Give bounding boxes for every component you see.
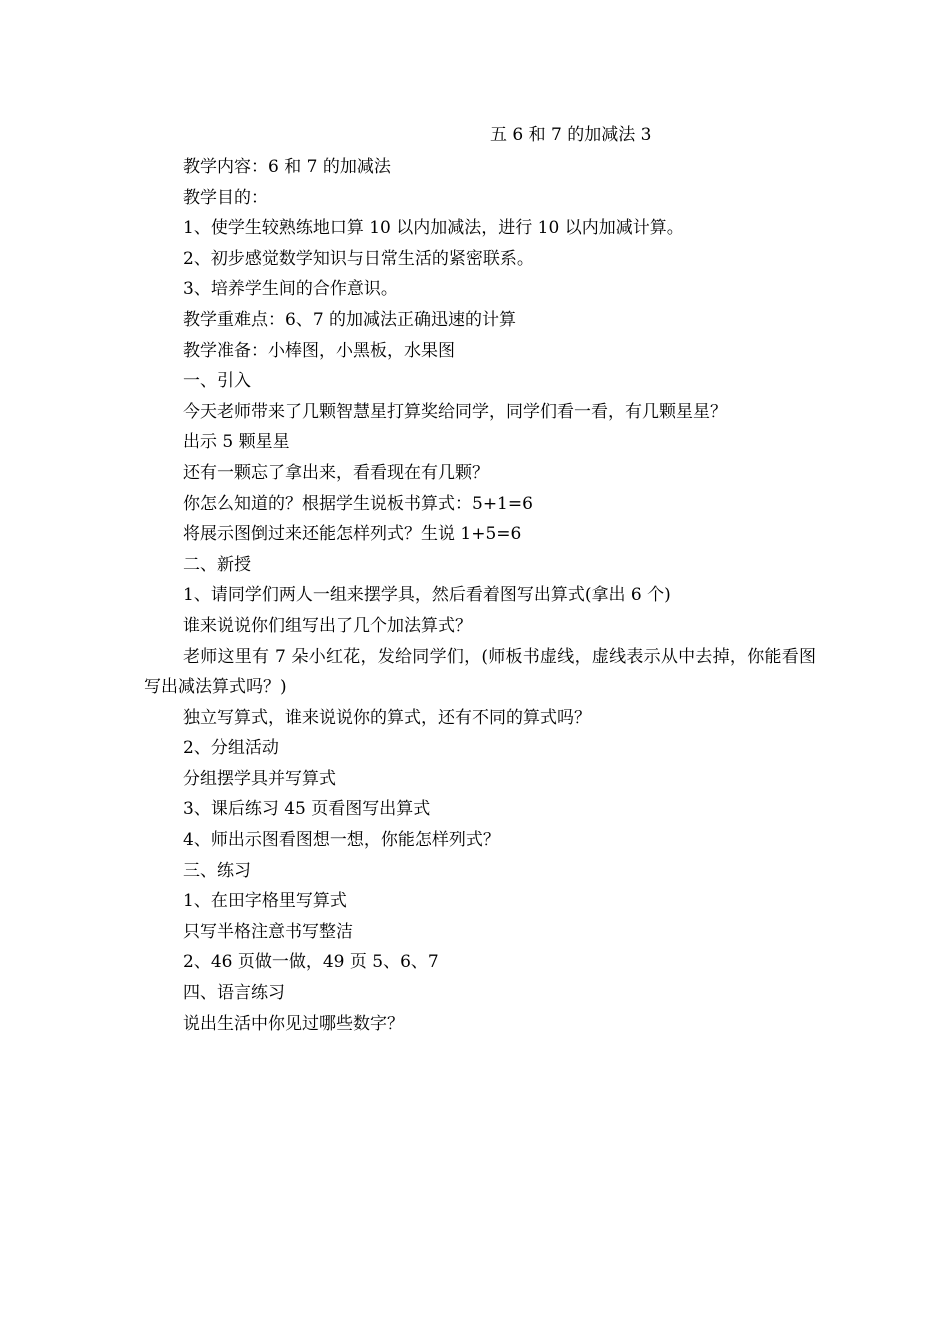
paragraph-language-1: 说出生活中你见过哪些数字？ (183, 1013, 404, 1034)
paragraph-exercise-45: 3、课后练习 45 页看图写出算式 (183, 799, 431, 820)
paragraph-intro-1: 今天老师带来了几颗智慧星打算奖给同学，同学们看一看，有几颗星星？ (183, 401, 727, 422)
paragraph-new-3: 老师这里有 7 朵小红花，发给同学们，(师板书虚线，虚线表示从中去掉，你能看图写出减法算式吗？) (144, 646, 816, 698)
paragraph-new-2: 谁来说说你们组写出了几个加法算式？ (183, 615, 472, 636)
section-heading-new-lesson: 二、新授 (183, 554, 251, 575)
paragraph-intro-3: 还有一颗忘了拿出来，看看现在有几颗？ (183, 462, 489, 483)
paragraph-intro-4: 你怎么知道的？根据学生说板书算式：5+1=6 (183, 493, 533, 514)
section-heading-language: 四、语言练习 (183, 983, 285, 1004)
paragraph-preparation: 教学准备：小棒图，小黑板，水果图 (183, 340, 455, 361)
section-heading-practice: 三、练习 (183, 860, 251, 881)
paragraph-goal-2: 2、初步感觉数学知识与日常生活的紧密联系。 (183, 248, 534, 269)
document-title: 五 6 和 7 的加减法 3 (490, 125, 652, 145)
paragraph-practice-1: 1、在田字格里写算式 (183, 891, 347, 912)
paragraph-goal-1: 1、使学生较熟练地口算 10 以内加减法，进行 10 以内加减计算。 (183, 218, 684, 239)
paragraph-intro-5: 将展示图倒过来还能怎样列式？生说 1+5=6 (183, 524, 522, 545)
paragraph-goal-3: 3、培养学生间的合作意识。 (183, 279, 398, 300)
paragraph-practice-1-detail: 只写半格注意书写整洁 (183, 921, 353, 942)
paragraph-teacher-shows: 4、师出示图看图想一想，你能怎样列式？ (183, 830, 500, 851)
paragraph-teaching-content: 教学内容：6 和 7 的加减法 (183, 157, 391, 177)
paragraph-new-4: 独立写算式，谁来说说你的算式，还有不同的算式吗？ (183, 707, 591, 728)
paragraph-practice-2: 2、46 页做一做，49 页 5、6、7 (183, 952, 439, 973)
paragraph-key-difficulty: 教学重难点：6、7 的加减法正确迅速的计算 (183, 309, 517, 330)
paragraph-new-1: 1、请同学们两人一组来摆学具，然后看着图写出算式(拿出 6 个) (183, 585, 671, 606)
paragraph-group-activity-detail: 分组摆学具并写算式 (183, 768, 336, 789)
paragraph-group-activity: 2、分组活动 (183, 738, 279, 759)
paragraph-teaching-goals-heading: 教学目的： (183, 187, 268, 208)
document-body (144, 152, 816, 1039)
paragraph-intro-2: 出示 5 颗星星 (183, 432, 290, 453)
section-heading-intro: 一、引入 (183, 371, 251, 392)
